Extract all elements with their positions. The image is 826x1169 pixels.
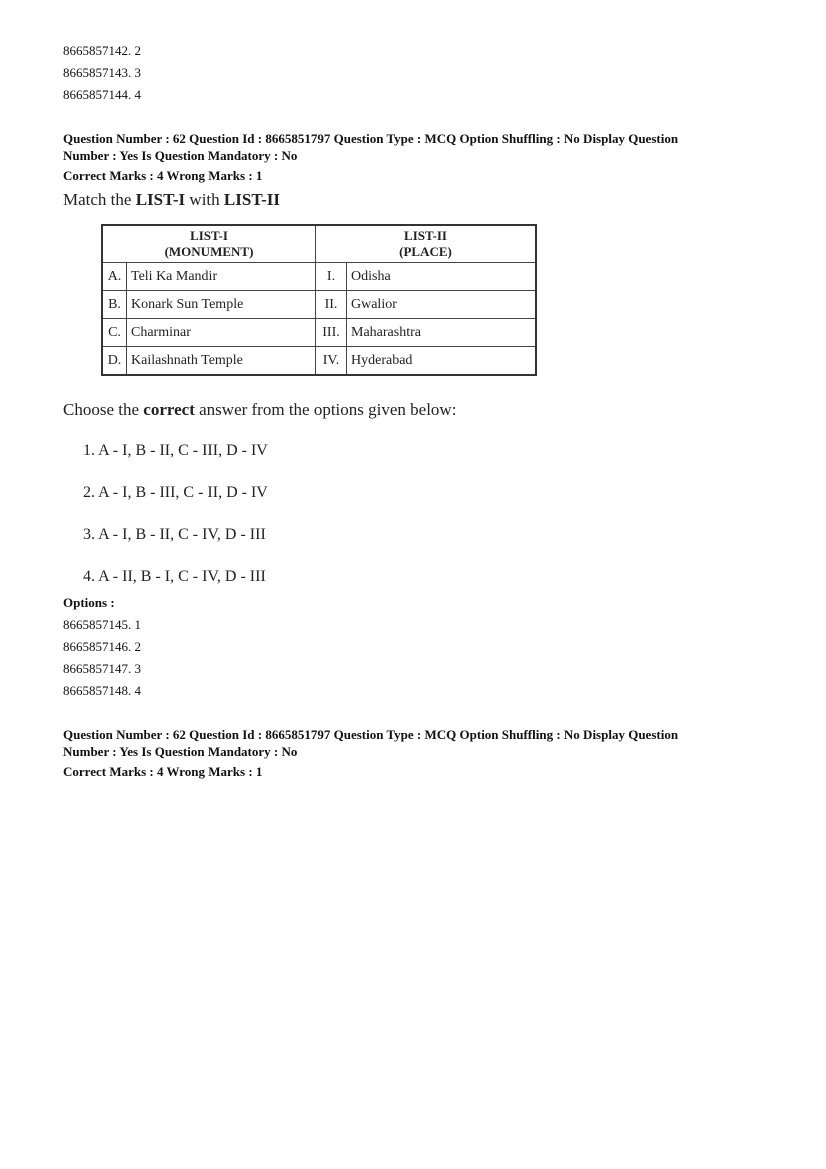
answer-choice: 2. A - I, B - III, C - II, D - IV	[83, 484, 268, 501]
monument-cell: Konark Sun Temple	[127, 291, 316, 319]
next-question-meta	[63, 726, 773, 780]
next-meta-line1: Question Number : 62 Question Id : 8665851797 Question Type : MCQ Option Shuffling : No Display Question	[63, 727, 679, 742]
row-roman: IV.	[316, 347, 347, 376]
question-marks: Correct Marks : 4 Wrong Marks : 1	[63, 168, 263, 183]
choose-prefix: Choose the	[63, 400, 144, 419]
answer-choice: 4. A - II, B - I, C - IV, D - III	[83, 568, 266, 585]
next-question-marks: Correct Marks : 4 Wrong Marks : 1	[63, 764, 263, 779]
row-letter: C.	[102, 319, 127, 347]
answer-choice: 1. A - I, B - II, C - III, D - IV	[83, 442, 268, 459]
row-roman: II.	[316, 291, 347, 319]
list1-header-title: LIST-I	[190, 228, 228, 243]
question-meta-line1: Question Number : 62 Question Id : 8665851797 Question Type : MCQ Option Shuffling : No Display Question	[63, 131, 679, 146]
table-header-row	[102, 225, 536, 263]
monument-cell: Charminar	[127, 319, 316, 347]
option-line: 8665857146. 2	[63, 639, 141, 654]
list1-label: LIST-I	[135, 190, 186, 209]
match-table	[101, 224, 537, 376]
row-letter: D.	[102, 347, 127, 376]
option-line: 8665857148. 4	[63, 683, 141, 698]
list1-header	[102, 225, 316, 263]
previous-options	[63, 40, 773, 106]
place-cell: Hyderabad	[347, 347, 537, 376]
option-line: 8665857145. 1	[63, 617, 141, 632]
table-row	[102, 291, 536, 319]
table-row	[102, 347, 536, 376]
row-letter: A.	[102, 263, 127, 291]
options-label: Options :	[63, 595, 115, 610]
place-cell: Maharashtra	[347, 319, 537, 347]
place-cell: Gwalior	[347, 291, 537, 319]
list2-header	[316, 225, 537, 263]
match-instruction	[63, 188, 773, 212]
list2-header-subtitle: (PLACE)	[399, 244, 452, 259]
document-page	[63, 40, 773, 780]
choose-bold: correct	[143, 400, 195, 419]
monument-cell: Teli Ka Mandir	[127, 263, 316, 291]
answer-choice: 3. A - I, B - II, C - IV, D - III	[83, 526, 266, 543]
option-line: 8665857144. 4	[63, 87, 141, 102]
question-meta-line2: Number : Yes Is Question Mandatory : No	[63, 148, 298, 163]
row-letter: B.	[102, 291, 127, 319]
question-meta	[63, 130, 773, 184]
match-prefix: Match the	[63, 190, 136, 209]
row-roman: III.	[316, 319, 347, 347]
row-roman: I.	[316, 263, 347, 291]
list2-label: LIST-II	[223, 190, 280, 209]
option-line: 8665857143. 3	[63, 65, 141, 80]
place-cell: Odisha	[347, 263, 537, 291]
table-row	[102, 263, 536, 291]
choose-suffix: answer from the options given below:	[194, 400, 457, 419]
list1-header-subtitle: (MONUMENT)	[164, 244, 254, 259]
monument-cell: Kailashnath Temple	[127, 347, 316, 376]
option-line: 8665857142. 2	[63, 43, 141, 58]
next-meta-line2: Number : Yes Is Question Mandatory : No	[63, 744, 298, 759]
table-row	[102, 319, 536, 347]
list2-header-title: LIST-II	[404, 228, 447, 243]
choose-instruction	[63, 398, 773, 422]
match-with: with	[185, 190, 224, 209]
option-line: 8665857147. 3	[63, 661, 141, 676]
